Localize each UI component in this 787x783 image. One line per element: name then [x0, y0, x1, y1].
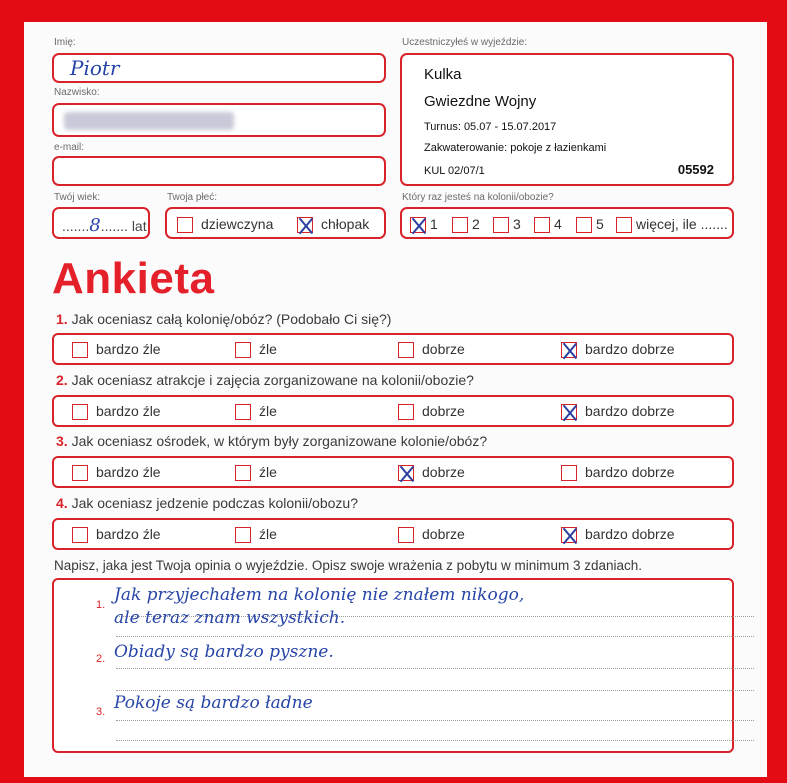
opinion-line	[116, 740, 754, 741]
checkbox-icon[interactable]	[72, 465, 88, 481]
checkbox-icon[interactable]	[72, 404, 88, 420]
question-2-options	[52, 395, 734, 427]
gender-field	[165, 207, 386, 239]
surname-field[interactable]	[52, 103, 386, 137]
gender-girl-label: dziewczyna	[201, 216, 274, 232]
q1-option-dobrze[interactable]: dobrze	[398, 341, 465, 358]
checkbox-icon[interactable]	[235, 404, 251, 420]
checkbox-icon[interactable]	[235, 342, 251, 358]
question-1-options	[52, 333, 734, 365]
checkbox-icon[interactable]	[576, 217, 592, 233]
q2-option-dobrze[interactable]: dobrze	[398, 403, 465, 420]
opinion-line	[116, 690, 754, 691]
opinion-number-1: 1.	[96, 599, 106, 611]
age-label: Twój wiek:	[54, 192, 101, 203]
opinion-number-3: 3.	[96, 706, 106, 718]
checked-checkbox-icon[interactable]	[561, 342, 577, 358]
q4-option-bardzo-zle[interactable]: bardzo źle	[72, 526, 161, 543]
gender-boy-label: chłopak	[321, 216, 370, 232]
q4-option-dobrze[interactable]: dobrze	[398, 526, 465, 543]
checkbox-icon[interactable]	[452, 217, 468, 233]
question-3-options	[52, 456, 734, 488]
q4-option-bardzo-dobrze[interactable]: bardzo dobrze	[561, 526, 675, 543]
checkbox-icon[interactable]	[72, 342, 88, 358]
name-label: Imię:	[54, 37, 76, 48]
gender-girl-option[interactable]	[177, 216, 273, 233]
gender-label: Twoja płeć:	[167, 192, 218, 203]
email-label: e-mail:	[54, 142, 85, 153]
age-unit: lat	[131, 218, 147, 234]
q1-option-zle[interactable]: źle	[235, 341, 277, 358]
name-value: Piotr	[70, 56, 120, 80]
q1-option-bardzo-zle[interactable]: bardzo źle	[72, 341, 161, 358]
times-option-2[interactable]: 2	[452, 216, 480, 233]
checkbox-icon[interactable]	[398, 404, 414, 420]
checkbox-icon[interactable]	[177, 217, 193, 233]
opinion-prompt: Napisz, jaka jest Twoja opinia o wyjeździe. Opisz swoje wrażenia z pobytu w minimum 3 zdaniach.	[54, 558, 643, 573]
opinion-number-2: 2.	[96, 653, 106, 665]
opinion-line	[116, 668, 754, 669]
question-1: 1. Jak oceniasz całą kolonię/obóz? (Podobało Ci się?)	[56, 311, 392, 327]
q3-option-dobrze[interactable]: dobrze	[398, 464, 465, 481]
q3-option-zle[interactable]: źle	[235, 464, 277, 481]
opinion-answer-3: Pokoje są bardzo ładne	[114, 693, 313, 713]
trip-accommodation: Zakwaterowanie: pokoje z łazienkami	[424, 142, 607, 154]
opinion-line	[116, 720, 754, 721]
checked-checkbox-icon[interactable]	[297, 217, 313, 233]
checkbox-icon[interactable]	[398, 342, 414, 358]
q3-option-bardzo-zle[interactable]: bardzo źle	[72, 464, 161, 481]
q2-option-bardzo-dobrze[interactable]: bardzo dobrze	[561, 403, 675, 420]
age-dots: .......	[62, 218, 90, 234]
age-dots-text	[62, 215, 147, 236]
q2-option-bardzo-zle[interactable]: bardzo źle	[72, 403, 161, 420]
checkbox-icon[interactable]	[235, 465, 251, 481]
checkbox-icon[interactable]	[616, 217, 632, 233]
q3-option-bardzo-dobrze[interactable]: bardzo dobrze	[561, 464, 675, 481]
times-field	[400, 207, 734, 239]
trip-info-box	[400, 53, 734, 186]
checkbox-icon[interactable]	[561, 465, 577, 481]
checkbox-icon[interactable]	[398, 527, 414, 543]
opinion-answer-1-line-2: ale teraz znam wszystkich.	[114, 608, 346, 628]
q1-option-bardzo-dobrze[interactable]: bardzo dobrze	[561, 341, 675, 358]
opinion-box[interactable]	[52, 578, 734, 753]
opinion-answer-1-line-1: Jak przyjechałem na kolonię nie znałem nikogo,	[114, 585, 525, 605]
surname-redacted	[64, 112, 234, 130]
checked-checkbox-icon[interactable]	[410, 217, 426, 233]
age-field[interactable]	[52, 207, 150, 239]
trip-name: Kulka	[424, 66, 462, 83]
checked-checkbox-icon[interactable]	[561, 404, 577, 420]
times-option-1[interactable]: 1	[410, 216, 438, 233]
times-option-more[interactable]: więcej, ile .......	[616, 216, 728, 233]
times-option-3[interactable]: 3	[493, 216, 521, 233]
trip-label: Uczestniczyłeś w wyjeździe:	[402, 37, 528, 48]
checkbox-icon[interactable]	[235, 527, 251, 543]
opinion-line	[116, 636, 754, 637]
q2-option-zle[interactable]: źle	[235, 403, 277, 420]
checked-checkbox-icon[interactable]	[561, 527, 577, 543]
age-value: 8	[89, 215, 101, 236]
times-label: Który raz jesteś na kolonii/obozie?	[402, 192, 554, 203]
checkbox-icon[interactable]	[72, 527, 88, 543]
checkbox-icon[interactable]	[493, 217, 509, 233]
q4-option-zle[interactable]: źle	[235, 526, 277, 543]
survey-sheet	[24, 22, 767, 777]
trip-theme: Gwiezdne Wojny	[424, 93, 537, 110]
age-dots-after: .......	[100, 218, 128, 234]
question-4-options	[52, 518, 734, 550]
page-title: Ankieta	[52, 254, 215, 303]
checkbox-icon[interactable]	[534, 217, 550, 233]
name-field[interactable]	[52, 53, 386, 83]
trip-number: 05592	[677, 162, 714, 177]
surname-label: Nazwisko:	[54, 87, 100, 98]
opinion-answer-2: Obiady są bardzo pyszne.	[114, 642, 334, 662]
question-2: 2. Jak oceniasz atrakcje i zajęcia zorganizowane na kolonii/obozie?	[56, 372, 474, 388]
trip-code: KUL 02/07/1	[424, 165, 485, 177]
question-4: 4. Jak oceniasz jedzenie podczas kolonii/obozu?	[56, 495, 358, 511]
times-option-4[interactable]: 4	[534, 216, 562, 233]
question-3: 3. Jak oceniasz ośrodek, w którym były zorganizowane kolonie/obóz?	[56, 433, 488, 449]
checked-checkbox-icon[interactable]	[398, 465, 414, 481]
trip-turnus: Turnus: 05.07 - 15.07.2017	[424, 121, 557, 133]
email-field[interactable]	[52, 156, 386, 186]
gender-boy-option[interactable]	[297, 216, 369, 233]
times-option-5[interactable]: 5	[576, 216, 604, 233]
